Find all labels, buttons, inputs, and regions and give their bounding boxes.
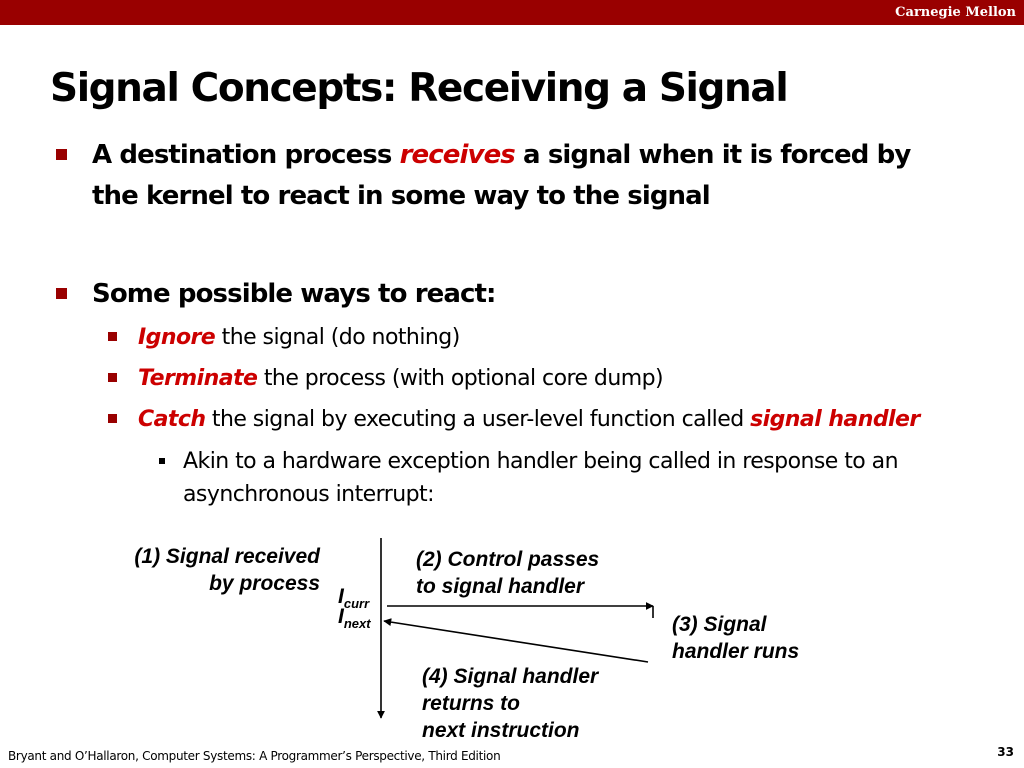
sub-bullet-akin	[183, 445, 898, 478]
ignore-emphasis: Ignore	[138, 325, 216, 350]
bullet2-text: Some possible ways to react:	[92, 279, 496, 309]
page-number: 33	[997, 745, 1014, 759]
icurr-sub: curr	[343, 596, 370, 611]
label-next-instruction: next instruction	[422, 719, 580, 742]
bullet-destination-process-line2	[92, 176, 710, 216]
akin-line1: Akin to a hardware exception handler being called in response to an	[183, 449, 898, 474]
terminate-text: the process (with optional core dump)	[257, 366, 664, 391]
bullet-destination-process	[92, 135, 910, 175]
square-bullet-icon	[108, 332, 117, 341]
bullet-ways-to-react	[92, 274, 496, 314]
label-signal: (3) Signal	[672, 613, 767, 636]
return-arrow	[384, 621, 648, 662]
signal-flow-diagram	[0, 530, 1024, 742]
square-bullet-icon	[56, 149, 67, 160]
label-control-passes: (2) Control passes	[416, 548, 600, 571]
brand-label: Carnegie Mellon	[895, 5, 1016, 20]
header-bar	[0, 0, 1024, 25]
bullet1-text: A destination process	[92, 140, 400, 170]
inext-sub: next	[343, 616, 371, 631]
label-handler-runs: handler runs	[672, 640, 800, 663]
catch-text: the signal by executing a user-level function called	[205, 407, 751, 432]
reaction-terminate	[138, 365, 663, 393]
sub-bullet-akin-line2	[183, 478, 434, 511]
akin-line2: asynchronous interrupt:	[183, 482, 434, 507]
label-signal-received: (1) Signal received	[134, 545, 320, 568]
label-to-signal-handler: to signal handler	[416, 575, 585, 598]
terminate-emphasis: Terminate	[138, 366, 258, 391]
slide-title: Signal Concepts: Receiving a Signal	[50, 66, 788, 111]
citation-footer: Bryant and O’Hallaron, Computer Systems: A Programmer’s Perspective, Third Edition	[8, 749, 501, 763]
square-bullet-icon	[108, 373, 117, 382]
reaction-catch	[138, 406, 920, 434]
bullet1-line2: the kernel to react in some way to the signal	[92, 181, 710, 211]
label-by-process: by process	[209, 572, 320, 595]
label-handler-returns: (4) Signal handler	[422, 665, 599, 688]
inext-main: I	[338, 605, 344, 628]
icurr-main: I	[338, 585, 344, 608]
small-square-bullet-icon	[159, 458, 165, 464]
signal-handler-emphasis: signal handler	[750, 407, 920, 432]
square-bullet-icon	[56, 288, 67, 299]
catch-emphasis: Catch	[138, 407, 206, 432]
reaction-ignore	[138, 324, 460, 352]
receives-emphasis: receives	[399, 140, 515, 170]
bullet1-text-cont: a signal when it is forced by	[514, 140, 911, 170]
label-returns-to: returns to	[422, 692, 521, 715]
ignore-text: the signal (do nothing)	[215, 325, 460, 350]
square-bullet-icon	[108, 414, 117, 423]
